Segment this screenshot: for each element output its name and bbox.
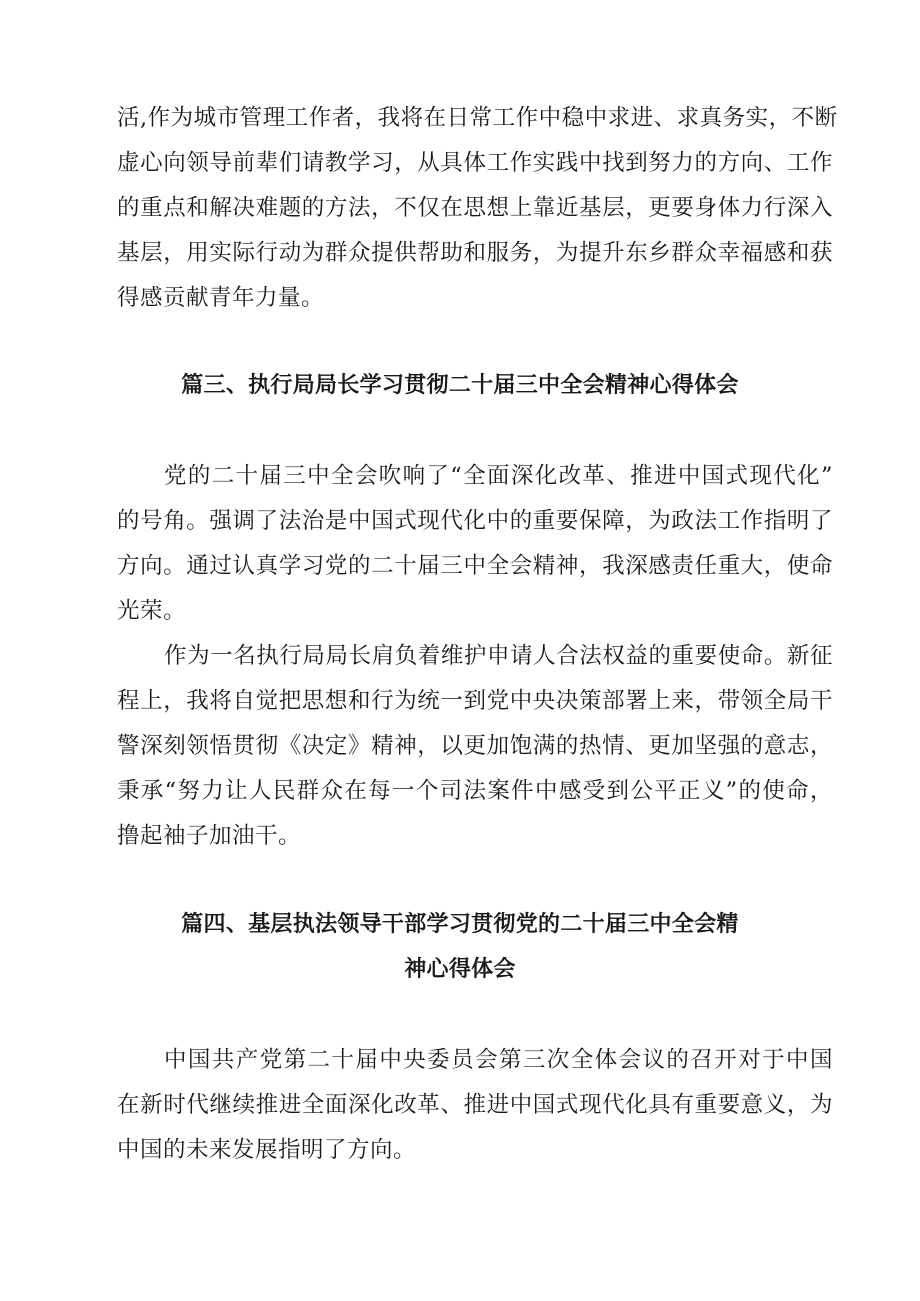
text-line: 中国的未来发展指明了方向。 bbox=[117, 1137, 417, 1163]
text-line: 在新时代继续推进全面深化改革、推进中国式现代化具有重要意义，为 bbox=[117, 1092, 833, 1118]
text-line: 秉承“努力让人民群众在每一个司法案件中感受到公平正义”的使命， bbox=[117, 778, 833, 804]
text-line: 作为一名执行局局长肩负着维护申请人合法权益的重要使命。新征 bbox=[164, 643, 833, 669]
text-line: 虚心向领导前辈们请教学习，从具体工作实践中找到努力的方向、工作 bbox=[117, 150, 833, 176]
text-line: 方向。通过认真学习党的二十届三中全会精神，我深感责任重大，使命 bbox=[117, 553, 833, 579]
text-line: 警深刻领悟贯彻《决定》精神，以更加饱满的热情、更加坚强的意志， bbox=[117, 733, 833, 759]
text-line: 中国共产党第二十届中央委员会第三次全体会议的召开对于中国 bbox=[164, 1047, 833, 1073]
section-heading: 篇三、执行局局长学习贯彻二十届三中全会精神心得体会 bbox=[181, 373, 739, 398]
text-line: 程上，我将自觉把思想和行为统一到党中央决策部署上来，带领全局干 bbox=[117, 688, 833, 714]
text-line: 得感贡献青年力量。 bbox=[117, 285, 325, 311]
text-line: 党的二十届三中全会吹响了“全面深化改革、推进中国式现代化” bbox=[164, 463, 833, 489]
text-line: 撸起袖子加油干。 bbox=[117, 823, 302, 849]
text-line: 光荣。 bbox=[117, 598, 187, 624]
section-heading-continued: 神心得体会 bbox=[404, 957, 516, 982]
text-line: 的重点和解决难题的方法，不仅在思想上靠近基层，更要身体力行深入 bbox=[117, 195, 833, 221]
text-line: 的号角。强调了法治是中国式现代化中的重要保障，为政法工作指明了 bbox=[117, 508, 833, 534]
text-line: 基层，用实际行动为群众提供帮助和服务，为提升东乡群众幸福感和获 bbox=[117, 240, 833, 266]
section-heading: 篇四、基层执法领导干部学习贯彻党的二十届三中全会精 bbox=[181, 912, 739, 937]
text-line: 活,作为城市管理工作者，我将在日常工作中稳中求进、求真务实，不断 bbox=[117, 105, 838, 131]
